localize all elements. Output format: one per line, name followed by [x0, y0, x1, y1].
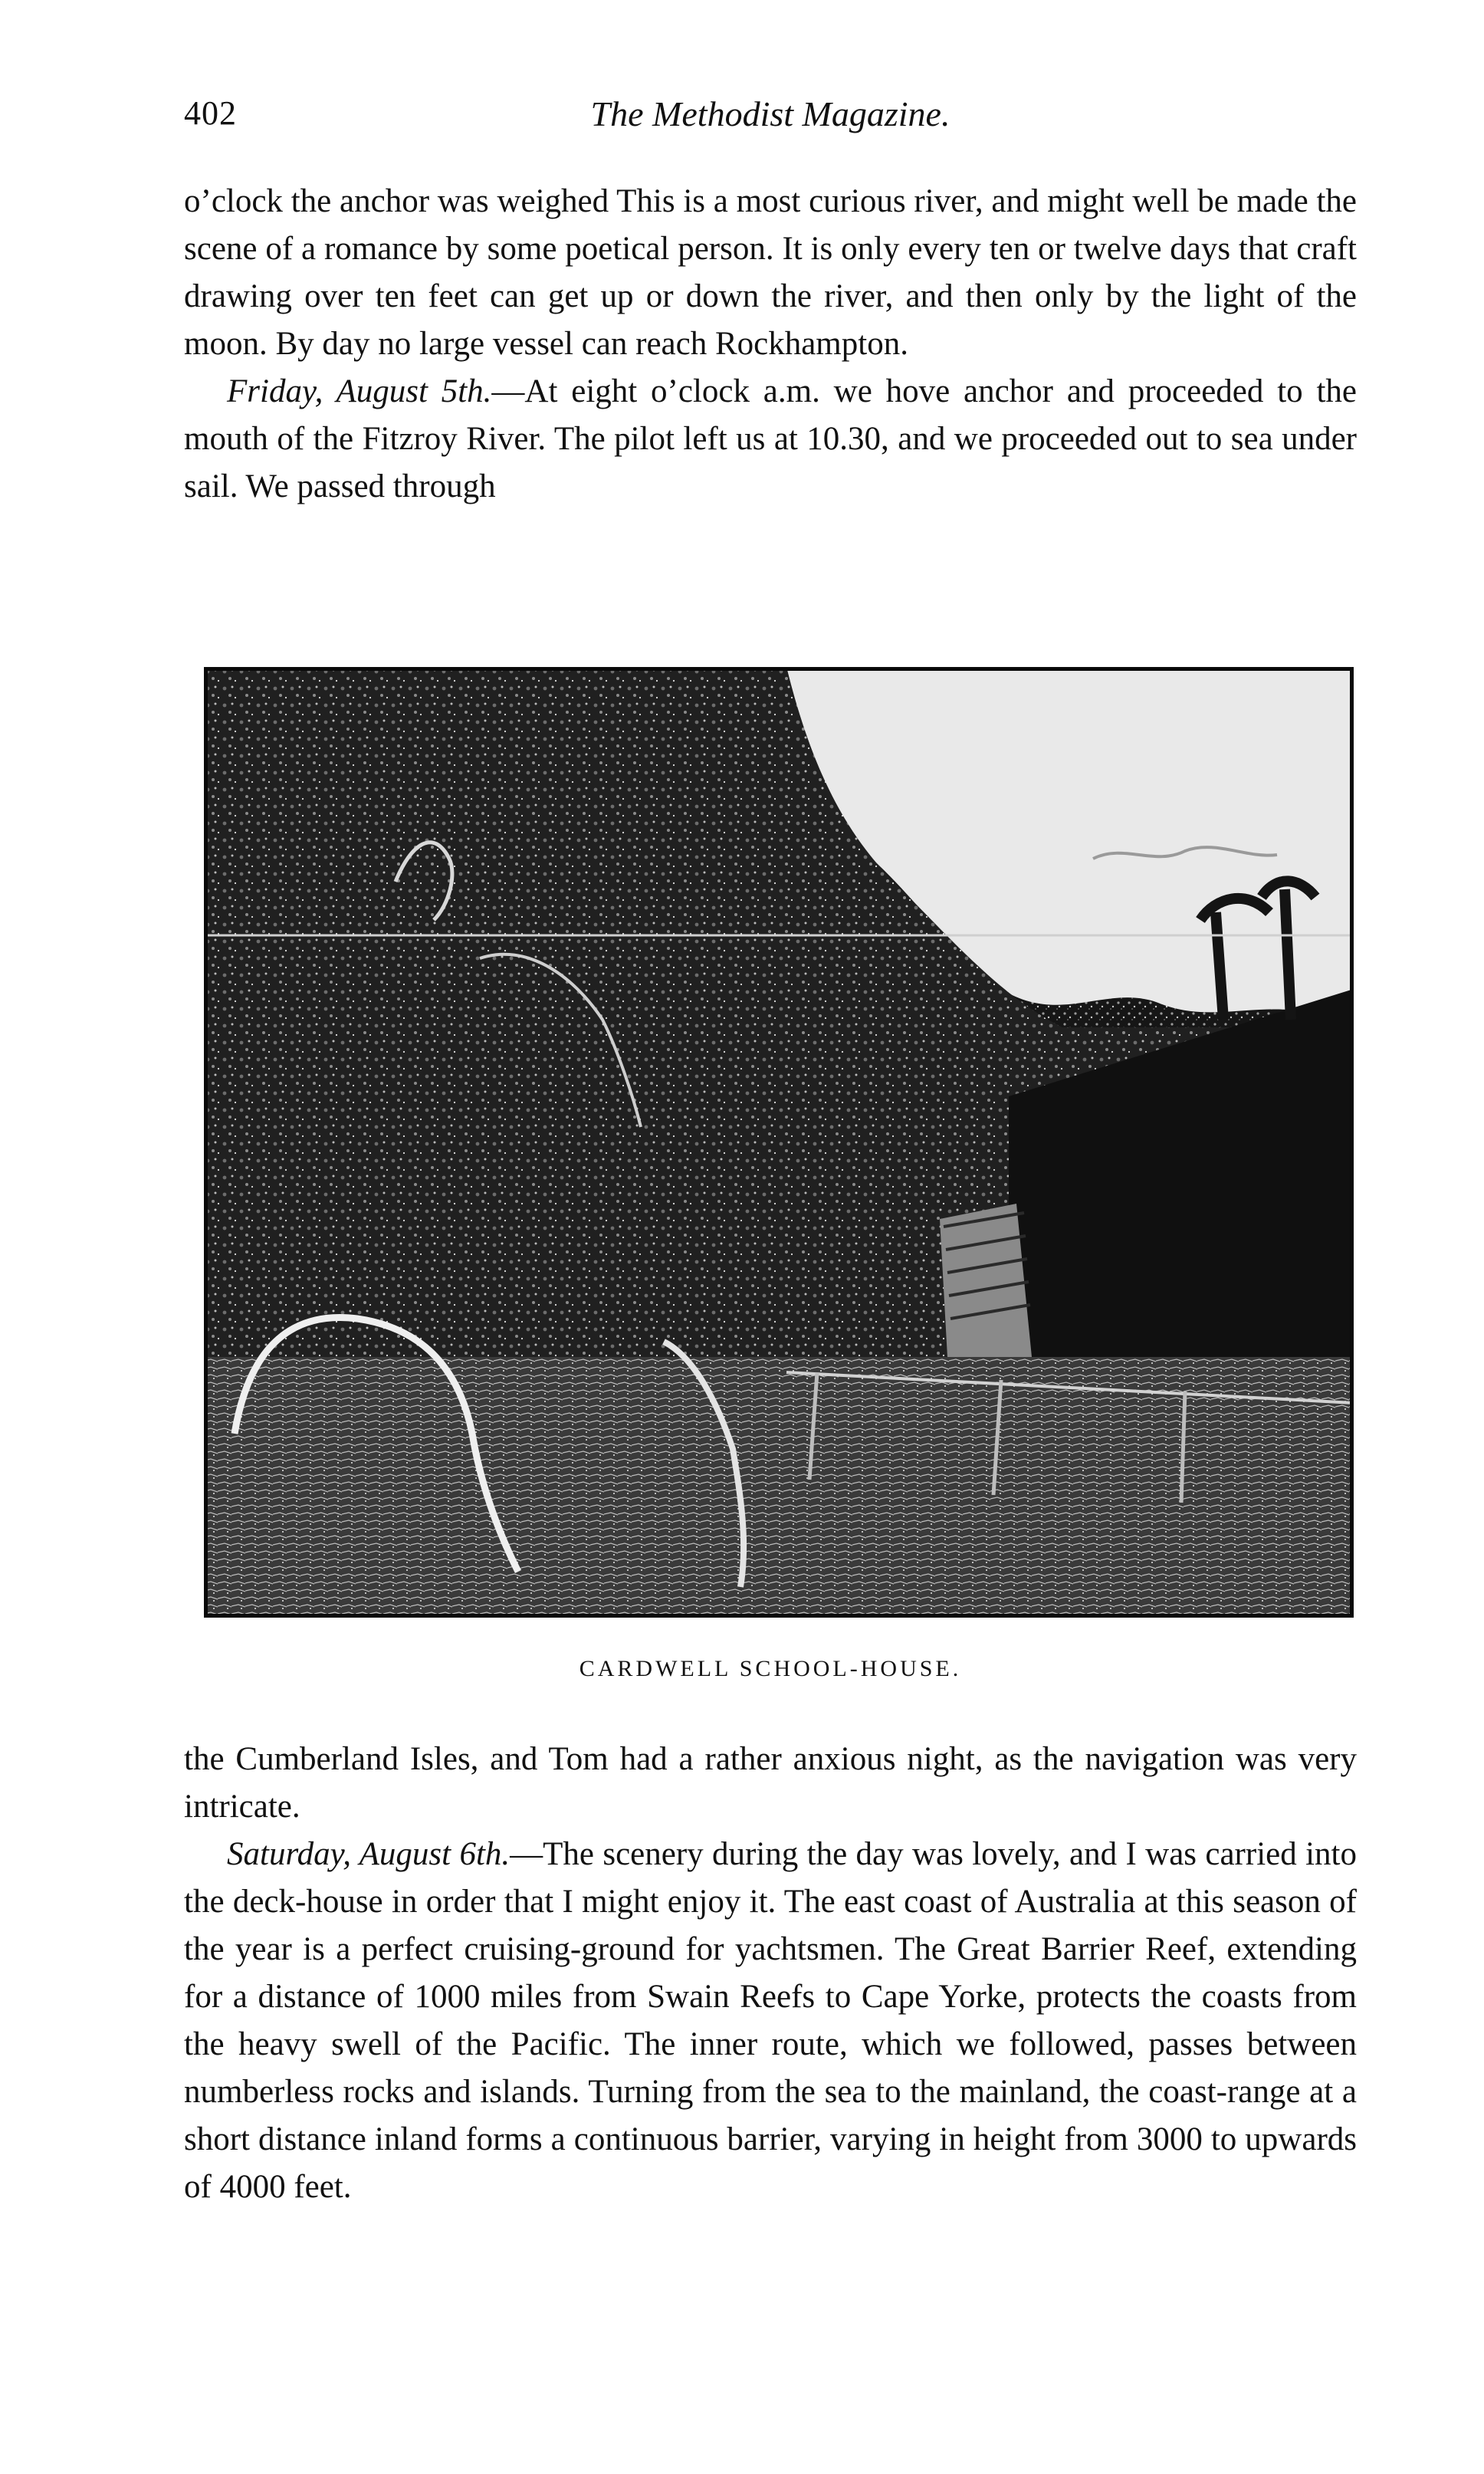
page-header [184, 94, 1357, 147]
date-heading-friday: Friday, August 5th. [227, 373, 492, 409]
paragraph-continued: o’clock the anchor was weighed This is a most curious river, and might well be made the scene of a romance by some poetical person. It is only every ten or twelve days that craft drawing over ten feet can get up or down the river, and then only by the light of the moon. By day no large vessel can reach Rockhampton. [184, 183, 1357, 362]
paragraph-saturday-text: —The scenery during the day was lovely, and I was carried into the deck-house in order that I might enjoy it. The east coast of Australia at this season of the year is a perfect cruising-ground for yachtsmen. The Great Barrier Reef, extending for a distance of 1000 miles from Swain Reefs to Cape Yorke, protects the coasts from the heavy swell of the Pacific. The inner route, which we followed, passes between numberless rocks and islands. Turning from the sea to the mainland, the coast-range at a short distance inland forms a continuous barrier, varying in height from 3000 to upwards of 4000 feet. [184, 1836, 1357, 2205]
paragraph-friday-text: —At eight o’clock a.m. we hove anchor and proceeded to the mouth of the Fitzroy River. The pilot left us at 10.30, and we proceeded out to sea under sail. We passed through [184, 373, 1358, 504]
paragraph-cumberland: the Cumberland Isles, and Tom had a rather anxious night, as the navigation was very intricate. [184, 1741, 1357, 1825]
figure-caption: CARDWELL SCHOOL-HOUSE. [579, 1656, 962, 1681]
body-text-bottom [184, 1736, 1357, 2211]
paragraph-friday [184, 368, 1357, 511]
page-number: 402 [184, 94, 237, 132]
body-text-top [184, 178, 1357, 511]
date-heading-saturday: Saturday, August 6th. [227, 1836, 511, 1872]
running-title: The Methodist Magazine. [590, 94, 950, 133]
schoolhouse-engraving [204, 667, 1354, 1618]
engraving-illustration [204, 667, 1354, 1618]
paragraph-saturday [184, 1831, 1357, 2211]
